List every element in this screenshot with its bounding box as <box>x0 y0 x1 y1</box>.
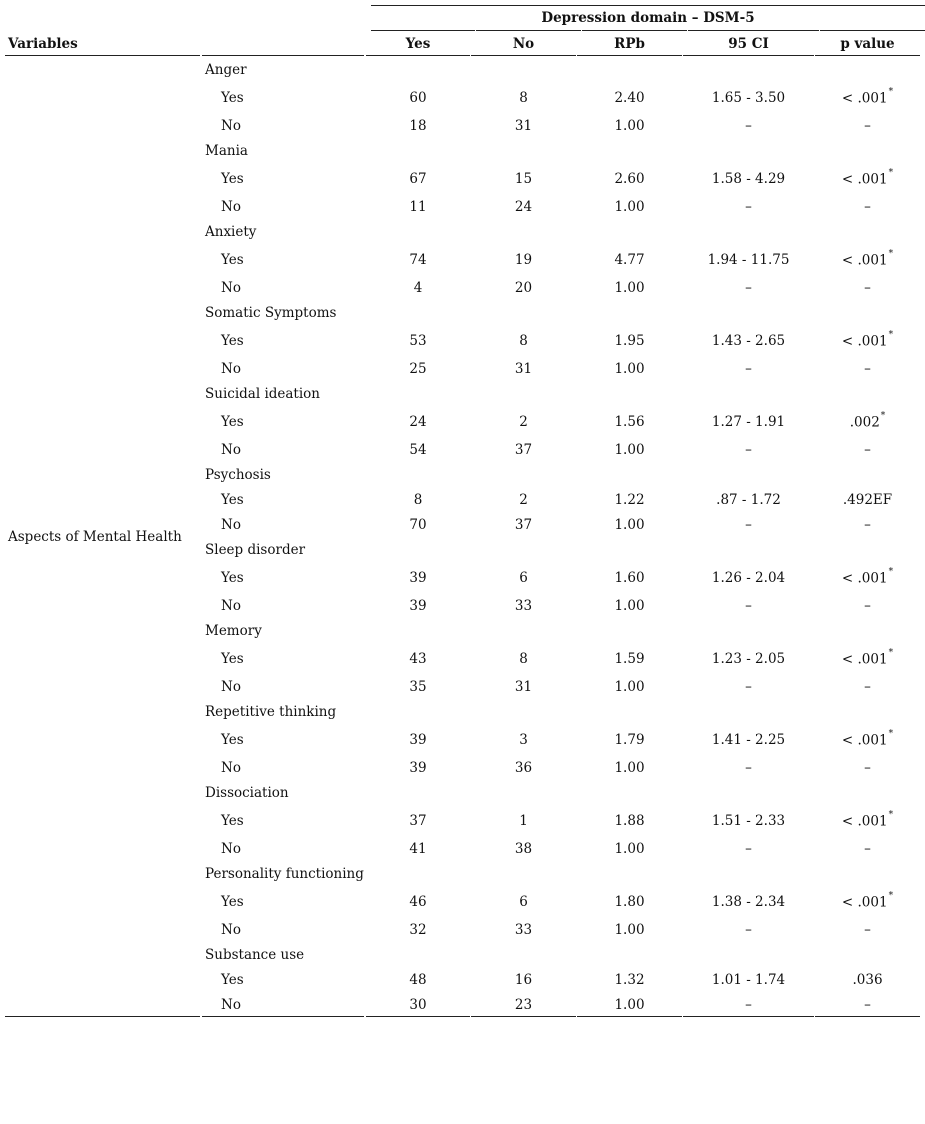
category-label: Repetitive thinking <box>205 704 337 720</box>
header-bottom-rule <box>202 55 364 56</box>
p-value-text: – <box>864 199 871 215</box>
cell-p-value <box>815 361 920 377</box>
cell-rpb: 2.40 <box>614 90 645 106</box>
cell-yes: 24 <box>409 414 427 430</box>
significance-asterisk: * <box>888 249 894 259</box>
cell-no: 8 <box>519 333 528 349</box>
cell-rpb: 1.32 <box>614 972 645 988</box>
cell-p-value <box>815 729 920 749</box>
cell-p-value <box>815 199 920 215</box>
category-label: Personality functioning <box>205 866 364 882</box>
header-rule <box>688 30 819 31</box>
option-label: Yes <box>221 252 244 268</box>
cell-ci: 1.65 - 3.50 <box>711 90 786 106</box>
col-header-yes: Yes <box>405 36 431 52</box>
cell-ci: 1.94 - 11.75 <box>707 252 790 268</box>
cell-ci: – <box>745 598 752 614</box>
p-value-text: < .001 <box>841 252 888 269</box>
option-label: Yes <box>221 333 244 349</box>
cell-no: 15 <box>514 171 533 187</box>
cell-yes: 30 <box>409 997 427 1013</box>
cell-p-value <box>815 567 920 587</box>
cell-yes: 46 <box>409 894 427 910</box>
cell-ci: 1.41 - 2.25 <box>711 732 786 748</box>
table-row <box>0 567 925 590</box>
option-label: No <box>221 442 241 458</box>
p-value-text: < .001 <box>841 732 888 749</box>
cell-ci: 1.51 - 2.33 <box>711 813 786 829</box>
cell-rpb: 1.00 <box>614 922 645 938</box>
category-row <box>0 143 925 163</box>
variables-header: Variables <box>8 36 78 52</box>
category-row <box>0 224 925 244</box>
header-top-rule <box>371 5 925 6</box>
cell-ci: – <box>745 442 752 458</box>
cell-p-value <box>815 598 920 614</box>
cell-no: 3 <box>519 732 528 748</box>
significance-asterisk: * <box>888 87 894 97</box>
cell-rpb: 4.77 <box>614 252 645 268</box>
cell-no: 16 <box>514 972 533 988</box>
option-label: Yes <box>221 90 244 106</box>
p-value-text: < .001 <box>841 570 888 587</box>
cell-ci: – <box>745 922 752 938</box>
cell-ci: – <box>745 517 752 533</box>
cell-ci: – <box>745 118 752 134</box>
table-row <box>0 249 925 272</box>
significance-asterisk: * <box>888 810 894 820</box>
option-label: No <box>221 922 241 938</box>
cell-ci: – <box>745 361 752 377</box>
cell-ci: – <box>745 997 752 1013</box>
table-row <box>0 199 925 219</box>
category-label: Sleep disorder <box>205 542 306 558</box>
p-value-text: – <box>864 361 871 377</box>
cell-no: 8 <box>519 90 528 106</box>
cell-rpb: 1.00 <box>614 199 645 215</box>
cell-rpb: 1.22 <box>614 492 645 508</box>
cell-yes: 41 <box>409 841 427 857</box>
cell-yes: 43 <box>409 651 427 667</box>
category-label: Anxiety <box>205 224 257 240</box>
cell-rpb: 1.59 <box>614 651 645 667</box>
cell-rpb: 1.00 <box>614 517 645 533</box>
p-value-text: .002 <box>849 414 880 431</box>
header-bottom-rule <box>683 55 814 56</box>
cell-rpb: 1.95 <box>614 333 645 349</box>
cell-ci: 1.01 - 1.74 <box>711 972 786 988</box>
header-bottom-rule <box>577 55 682 56</box>
cell-ci: .87 - 1.72 <box>716 492 781 508</box>
p-value-text: – <box>864 997 871 1013</box>
table-row <box>0 330 925 353</box>
cell-no: 37 <box>514 517 533 533</box>
cell-p-value <box>815 760 920 776</box>
cell-ci: – <box>745 760 752 776</box>
category-label: Substance use <box>205 947 305 963</box>
cell-rpb: 1.00 <box>614 280 645 296</box>
cell-yes: 4 <box>413 280 423 296</box>
p-value-text: < .001 <box>841 894 888 911</box>
category-label: Anger <box>205 62 247 78</box>
option-label: Yes <box>221 414 244 430</box>
cell-ci: 1.23 - 2.05 <box>711 651 786 667</box>
table-row <box>0 972 925 992</box>
table-row <box>0 87 925 110</box>
option-label: Yes <box>221 972 244 988</box>
table-row <box>0 922 925 942</box>
category-label: Suicidal ideation <box>205 386 321 402</box>
cell-yes: 18 <box>409 118 427 134</box>
cell-rpb: 1.60 <box>614 570 645 586</box>
cell-no: 23 <box>514 997 533 1013</box>
cell-p-value <box>815 168 920 188</box>
option-label: No <box>221 841 241 857</box>
col-header-no: No <box>512 36 535 52</box>
table-bottom-rule <box>202 1016 364 1017</box>
significance-asterisk: * <box>888 648 894 658</box>
significance-asterisk: * <box>888 729 894 739</box>
p-value-text: – <box>864 280 871 296</box>
cell-no: 31 <box>514 118 533 134</box>
cell-rpb: 1.00 <box>614 598 645 614</box>
table-row <box>0 118 925 138</box>
cell-rpb: 1.00 <box>614 442 645 458</box>
table-row <box>0 361 925 381</box>
cell-rpb: 1.88 <box>614 813 645 829</box>
cell-no: 8 <box>519 651 528 667</box>
cell-yes: 48 <box>409 972 427 988</box>
cell-p-value <box>815 442 920 458</box>
option-label: No <box>221 361 241 377</box>
table-row <box>0 760 925 780</box>
p-value-text: – <box>864 598 871 614</box>
category-row <box>0 62 925 82</box>
cell-no: 36 <box>514 760 533 776</box>
significance-asterisk: * <box>888 330 894 340</box>
cell-ci: – <box>745 679 752 695</box>
cell-rpb: 1.00 <box>614 361 645 377</box>
table-row <box>0 492 925 512</box>
category-row <box>0 866 925 886</box>
p-value-text: – <box>864 760 871 776</box>
cell-rpb: 1.00 <box>614 760 645 776</box>
cell-yes: 39 <box>409 760 427 776</box>
p-value-text: < .001 <box>841 171 888 188</box>
cell-ci: – <box>745 841 752 857</box>
table-row <box>0 168 925 191</box>
option-label: No <box>221 997 241 1013</box>
header-bottom-rule <box>5 55 200 56</box>
p-value-text: < .001 <box>841 651 888 668</box>
p-value-text: – <box>864 679 871 695</box>
cell-yes: 39 <box>409 732 427 748</box>
significance-asterisk: * <box>888 168 894 178</box>
cell-ci: 1.58 - 4.29 <box>711 171 786 187</box>
cell-yes: 39 <box>409 570 427 586</box>
table-row <box>0 729 925 752</box>
col-header-rpb: RPb <box>614 36 645 52</box>
cell-no: 20 <box>514 280 533 296</box>
cell-p-value <box>815 280 920 296</box>
table-bottom-rule <box>366 1016 470 1017</box>
option-label: Yes <box>221 492 244 508</box>
cell-rpb: 1.00 <box>614 997 645 1013</box>
table-row <box>0 841 925 861</box>
header-rule <box>820 30 925 31</box>
cell-no: 24 <box>514 199 533 215</box>
option-label: No <box>221 118 241 134</box>
category-label: Somatic Symptoms <box>205 305 337 321</box>
cell-ci: – <box>745 199 752 215</box>
table-bottom-rule <box>683 1016 814 1017</box>
p-value-text: – <box>864 922 871 938</box>
header-bottom-rule <box>815 55 920 56</box>
group-label: Aspects of Mental Health <box>8 529 182 545</box>
option-label: No <box>221 280 241 296</box>
header-rule <box>476 30 581 31</box>
table-row <box>0 411 925 434</box>
table-row <box>0 598 925 618</box>
cell-rpb: 1.79 <box>614 732 645 748</box>
table-bottom-rule <box>577 1016 682 1017</box>
cell-rpb: 1.80 <box>614 894 645 910</box>
cell-no: 31 <box>514 361 533 377</box>
cell-no: 2 <box>519 492 528 508</box>
header-rule <box>582 30 687 31</box>
cell-no: 33 <box>514 922 533 938</box>
category-row <box>0 947 925 967</box>
p-value-text: – <box>864 442 871 458</box>
table-row <box>0 679 925 699</box>
cell-yes: 74 <box>409 252 427 268</box>
cell-no: 19 <box>514 252 533 268</box>
cell-p-value <box>815 87 920 107</box>
cell-yes: 67 <box>409 171 427 187</box>
p-value-text: .036 <box>852 972 883 988</box>
cell-no: 1 <box>519 813 528 829</box>
option-label: Yes <box>221 813 244 829</box>
option-label: Yes <box>221 732 244 748</box>
table-row <box>0 997 925 1017</box>
category-row <box>0 542 925 562</box>
cell-yes: 70 <box>409 517 427 533</box>
p-value-text: .492EF <box>842 492 893 508</box>
cell-yes: 11 <box>409 199 427 215</box>
cell-ci: 1.26 - 2.04 <box>711 570 786 586</box>
table-row <box>0 517 925 537</box>
cell-p-value <box>815 492 920 508</box>
option-label: No <box>221 199 241 215</box>
cell-p-value <box>815 118 920 134</box>
cell-p-value <box>815 517 920 533</box>
cell-no: 31 <box>514 679 533 695</box>
cell-yes: 54 <box>409 442 427 458</box>
cell-yes: 60 <box>409 90 427 106</box>
significance-asterisk: * <box>888 567 894 577</box>
cell-ci: – <box>745 280 752 296</box>
cell-no: 37 <box>514 442 533 458</box>
p-value-text: < .001 <box>841 90 888 107</box>
table-row <box>0 891 925 914</box>
category-label: Psychosis <box>205 467 271 483</box>
cell-p-value <box>815 891 920 911</box>
cell-yes: 32 <box>409 922 427 938</box>
cell-p-value <box>815 249 920 269</box>
option-label: No <box>221 679 241 695</box>
category-label: Dissociation <box>205 785 289 801</box>
p-value-text: – <box>864 118 871 134</box>
cell-no: 6 <box>519 894 528 910</box>
cell-rpb: 1.56 <box>614 414 645 430</box>
cell-rpb: 1.00 <box>614 679 645 695</box>
cell-no: 33 <box>514 598 533 614</box>
significance-asterisk: * <box>880 411 886 421</box>
domain-header: Depression domain – DSM-5 <box>541 10 755 26</box>
category-row <box>0 467 925 487</box>
option-label: No <box>221 517 241 533</box>
cell-yes: 35 <box>409 679 427 695</box>
table-row <box>0 810 925 833</box>
category-label: Memory <box>205 623 262 639</box>
cell-no: 2 <box>519 414 528 430</box>
cell-p-value <box>815 648 920 668</box>
option-label: Yes <box>221 894 244 910</box>
category-row <box>0 785 925 805</box>
cell-no: 6 <box>519 570 528 586</box>
table-bottom-rule <box>5 1016 200 1017</box>
table-row <box>0 648 925 671</box>
option-label: Yes <box>221 171 244 187</box>
option-label: No <box>221 760 241 776</box>
cell-yes: 37 <box>409 813 427 829</box>
cell-ci: 1.38 - 2.34 <box>711 894 786 910</box>
p-value-text: – <box>864 517 871 533</box>
option-label: Yes <box>221 570 244 586</box>
category-label: Mania <box>205 143 248 159</box>
cell-p-value <box>815 922 920 938</box>
table-row <box>0 280 925 300</box>
cell-rpb: 2.60 <box>614 171 645 187</box>
significance-asterisk: * <box>888 891 894 901</box>
cell-p-value <box>815 679 920 695</box>
cell-yes: 8 <box>413 492 423 508</box>
table-row <box>0 442 925 462</box>
cell-p-value <box>815 330 920 350</box>
option-label: No <box>221 598 241 614</box>
cell-p-value <box>815 972 920 988</box>
header-bottom-rule <box>471 55 576 56</box>
cell-p-value <box>815 841 920 857</box>
cell-yes: 39 <box>409 598 427 614</box>
cell-yes: 25 <box>409 361 427 377</box>
header-bottom-rule <box>366 55 470 56</box>
cell-rpb: 1.00 <box>614 841 645 857</box>
cell-rpb: 1.00 <box>614 118 645 134</box>
table-bottom-rule <box>815 1016 920 1017</box>
p-value-text: < .001 <box>841 813 888 830</box>
cell-p-value <box>815 411 920 431</box>
cell-p-value <box>815 810 920 830</box>
p-value-text: – <box>864 841 871 857</box>
cell-ci: 1.27 - 1.91 <box>711 414 786 430</box>
cell-p-value <box>815 997 920 1013</box>
cell-yes: 53 <box>409 333 427 349</box>
col-header-p: p value <box>840 36 895 52</box>
cell-ci: 1.43 - 2.65 <box>711 333 786 349</box>
cell-no: 38 <box>514 841 533 857</box>
category-row <box>0 386 925 406</box>
col-header-ci: 95 CI <box>728 36 769 52</box>
category-row <box>0 305 925 325</box>
header-rule <box>371 30 475 31</box>
table-bottom-rule <box>471 1016 576 1017</box>
category-row <box>0 623 925 643</box>
option-label: Yes <box>221 651 244 667</box>
p-value-text: < .001 <box>841 333 888 350</box>
category-row <box>0 704 925 724</box>
